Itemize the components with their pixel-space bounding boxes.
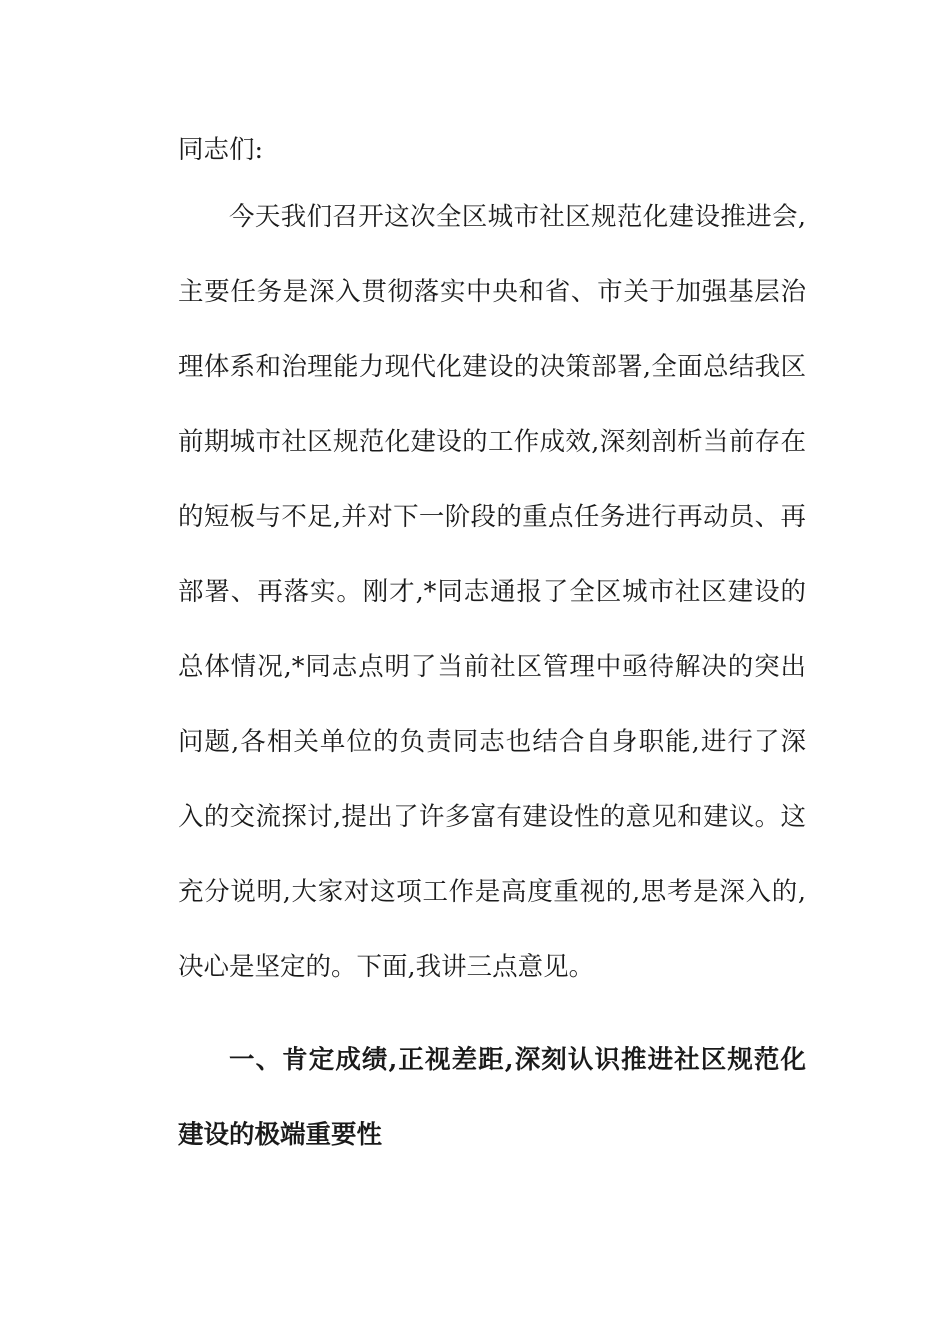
intro-paragraph: 今天我们召开这次全区城市社区规范化建设推进会,主要任务是深入贯彻落实中央和省、市关于加强基层治理体系和治理能力现代化建设的决策部署,全面总结我区前期城市社区规范化建设的工作成效,深刻剖析当前存在的短板与不足,并对下一阶段的重点任务进行再动员、再部署、再落实。刚才,*同志通报了全区城市社区建设的总体情况,*同志点明了当前社区管理中亟待解决的突出问题,各相关单位的负责同志也结合自身职能,进行了深入的交流探讨,提出了许多富有建设性的意见和建议。这充分说明,大家对这项工作是高度重视的,思考是深入的,决心是坚定的。下面,我讲三点意见。	[178, 202, 806, 982]
section-heading: 一、肯定成绩,正视差距,深刻认识推进社区规范化建设的极端重要性	[178, 1045, 806, 1150]
salutation: 同志们:	[178, 135, 264, 165]
